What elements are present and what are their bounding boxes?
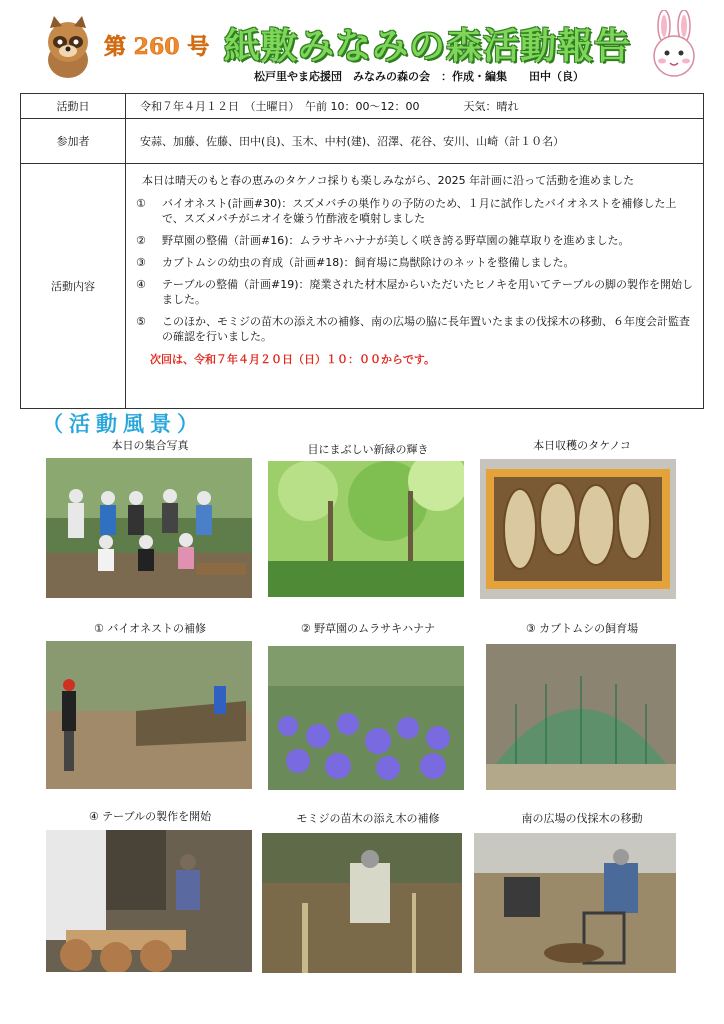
tanuki-mascot-icon: [38, 14, 98, 80]
rabbit-mascot-icon: [644, 10, 704, 76]
list-item: [136, 314, 695, 344]
table-row: [21, 164, 704, 409]
item-number: ④: [136, 278, 146, 291]
activity-info-table: [20, 93, 704, 409]
byline: 松戸里やま応援団 みなみの森の会 ：作成・編集 田中（良）: [254, 70, 584, 83]
content-intro: 本日は晴天のもと春の恵みのタケノコ採りも楽しみながら、2025 年計画に沿って活動を進めました: [142, 174, 635, 187]
photo-caption: ④ テーブルの製作を開始: [88, 810, 212, 823]
item-text: テーブルの整備（計画#19)：廃業された材木屋からいただいたヒノキを用いてテーブルの脚の製作を開始しました。: [162, 278, 693, 306]
page-title: 紙敷みなみの森活動報告: [224, 26, 632, 67]
item-number: ②: [136, 234, 146, 247]
photo-caption: ① バイオネストの補修: [94, 622, 206, 635]
item-text: カブトムシの幼虫の育成（計画#18)：飼育場に鳥獣除けのネットを整備しました。: [162, 256, 575, 269]
wildflower-photo: [268, 646, 464, 790]
members-label: 参加者: [21, 119, 126, 164]
table-building-photo: [46, 830, 252, 972]
table-row: [21, 94, 704, 119]
photo-caption: 南の広場の伐採木の移動: [521, 812, 643, 825]
photo-caption: ② 野草園のムラサキハナナ: [300, 622, 436, 635]
list-item: [136, 196, 695, 226]
next-meeting-notice: 次回は、令和７年４月２０日（日）１０：００からです。: [150, 353, 436, 366]
content-cell: [126, 164, 704, 409]
section-heading: （活動風景）: [42, 412, 204, 436]
item-number: ①: [136, 197, 146, 210]
list-item: [136, 233, 695, 248]
beetle-nursery-photo: [486, 644, 676, 790]
maple-seedling-photo: [262, 833, 462, 973]
group-photo: [46, 458, 252, 598]
photo-caption: 本日の集合写真: [111, 439, 189, 452]
item-text: このほか、モミジの苗木の添え木の補修、南の広場の脇に長年置いたままの伐採木の移動、６年度会計監査の確認を行いました。: [162, 315, 690, 343]
members-value: 安蒜、加藤、佐藤、田中(良)、玉木、中村(建)、沼澤、花谷、安川、山崎（計１０名）: [126, 119, 704, 164]
bionest-photo: [46, 641, 252, 789]
list-item: [136, 255, 695, 270]
content-label: 活動内容: [21, 164, 126, 409]
photo-caption: 目にまぶしい新緑の輝き: [307, 443, 429, 456]
date-label: 活動日: [21, 94, 126, 119]
fresh-green-photo: [268, 461, 464, 597]
item-number: ③: [136, 256, 146, 269]
bamboo-shoot-photo: [480, 459, 676, 599]
item-number: ⑤: [136, 315, 146, 328]
table-row: [21, 119, 704, 164]
issue-number: 第 260 号: [104, 34, 210, 60]
item-text: 野草園の整備（計画#16)：ムラサキハナナが美しく咲き誇る野草園の雑草取りを進めました。: [162, 234, 630, 247]
item-text: バイオネスト(計画#30)：スズメバチの巣作りの予防のため、１月に試作したバイオネストを補修した上で、スズメバチがニオイを嫌う竹酢液を噴射しました: [162, 197, 677, 225]
photo-caption: モミジの苗木の添え木の補修: [296, 812, 440, 825]
photo-caption: ③ カブトムシの飼育場: [525, 622, 639, 635]
log-moving-photo: [474, 833, 676, 973]
list-item: [136, 277, 695, 307]
photo-caption: 本日収穫のタケノコ: [533, 439, 631, 452]
date-value: 令和７年４月１２日 （土曜日） 午前 10：00〜12：00 天気：晴れ: [126, 94, 704, 119]
